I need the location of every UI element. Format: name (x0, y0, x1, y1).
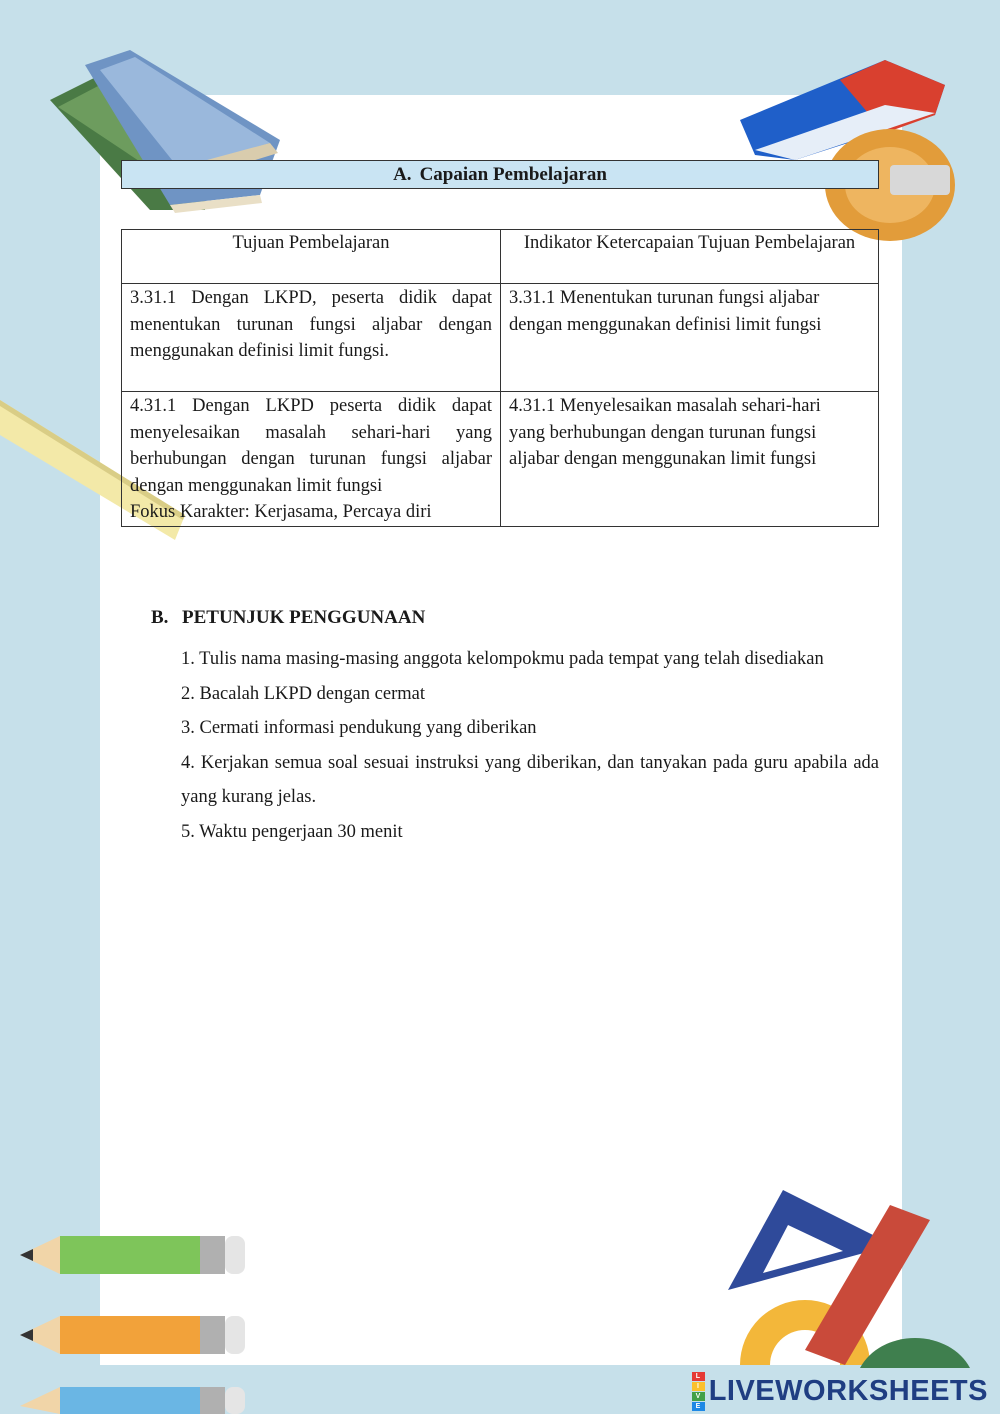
indikator-line: yang berhubungan dengan turunan fungsi (509, 422, 817, 443)
logo-mark-l: L (692, 1372, 705, 1381)
tujuan-cell (122, 392, 501, 527)
logo-mark-e: E (692, 1402, 705, 1411)
book-illustration (40, 45, 290, 215)
header-indikator: Indikator Ketercapaian Tujuan Pembelajaran (501, 230, 879, 284)
indikator-line: dengan menggunakan definisi limit fungsi (509, 314, 822, 335)
indikator-cell (501, 392, 879, 527)
section-b-letter: B. (151, 607, 169, 628)
logo-mark-i: I (692, 1382, 705, 1391)
tujuan-text: 4.31.1 Dengan LKPD peserta didik dapat menyelesaikan masalah sehari-hari yang berhubungan dengan turunan fungsi aljabar dengan menggunakan limit fungsi (130, 396, 492, 496)
pencil-green (15, 1228, 250, 1283)
list-item: 2. Bacalah LKPD dengan cermat (181, 683, 426, 704)
list-item: 3. Cermati informasi pendukung yang diberikan (181, 718, 537, 738)
logo-text: LIVEWORKSHEETS (708, 1374, 988, 1407)
header-tujuan: Tujuan Pembelajaran (122, 230, 501, 284)
indikator-line: 3.31.1 Menentukan turunan fungsi aljabar (509, 288, 820, 308)
section-b-title: PETUNJUK PENGGUNAAN (182, 607, 426, 628)
table-row (122, 284, 879, 392)
fokus-karakter: Fokus Karakter: Kerjasama, Percaya diri (130, 502, 432, 522)
logo-mark-icon (692, 1371, 705, 1411)
list-item: 1. Tulis nama masing-masing anggota kelompokmu pada tempat yang telah disediakan (181, 649, 824, 669)
indikator-cell (501, 284, 879, 392)
tujuan-cell: 3.31.1 Dengan LKPD, peserta didik dapat menentukan turunan fungsi aljabar dengan menggunakan definisi limit fungsi. (122, 284, 501, 392)
section-a-letter: A. (393, 164, 412, 185)
section-b-heading (151, 607, 425, 629)
list-item: 5. Waktu pengerjaan 30 menit (181, 821, 403, 842)
indikator-line: aljabar dengan menggunakan limit fungsi (509, 449, 817, 469)
objectives-table (121, 229, 879, 527)
table-header-row (122, 230, 879, 284)
pencil-orange (15, 1308, 250, 1363)
green-protractor (855, 1318, 975, 1368)
section-a-heading (121, 160, 879, 189)
indikator-line: 4.31.1 Menyelesaikan masalah sehari-hari (509, 396, 821, 416)
instruction-list (181, 642, 881, 849)
list-item: 4. Kerjakan semua soal sesuai instruksi yang diberikan, dan tanyakan pada guru apabila ada yang kurang jelas. (181, 752, 879, 807)
section-a-title: Capaian Pembelajaran (419, 164, 607, 185)
table-row (122, 392, 879, 527)
pencil-blue (15, 1382, 250, 1414)
logo-mark-v: V (692, 1392, 705, 1401)
liveworksheets-logo[interactable] (692, 1374, 988, 1408)
